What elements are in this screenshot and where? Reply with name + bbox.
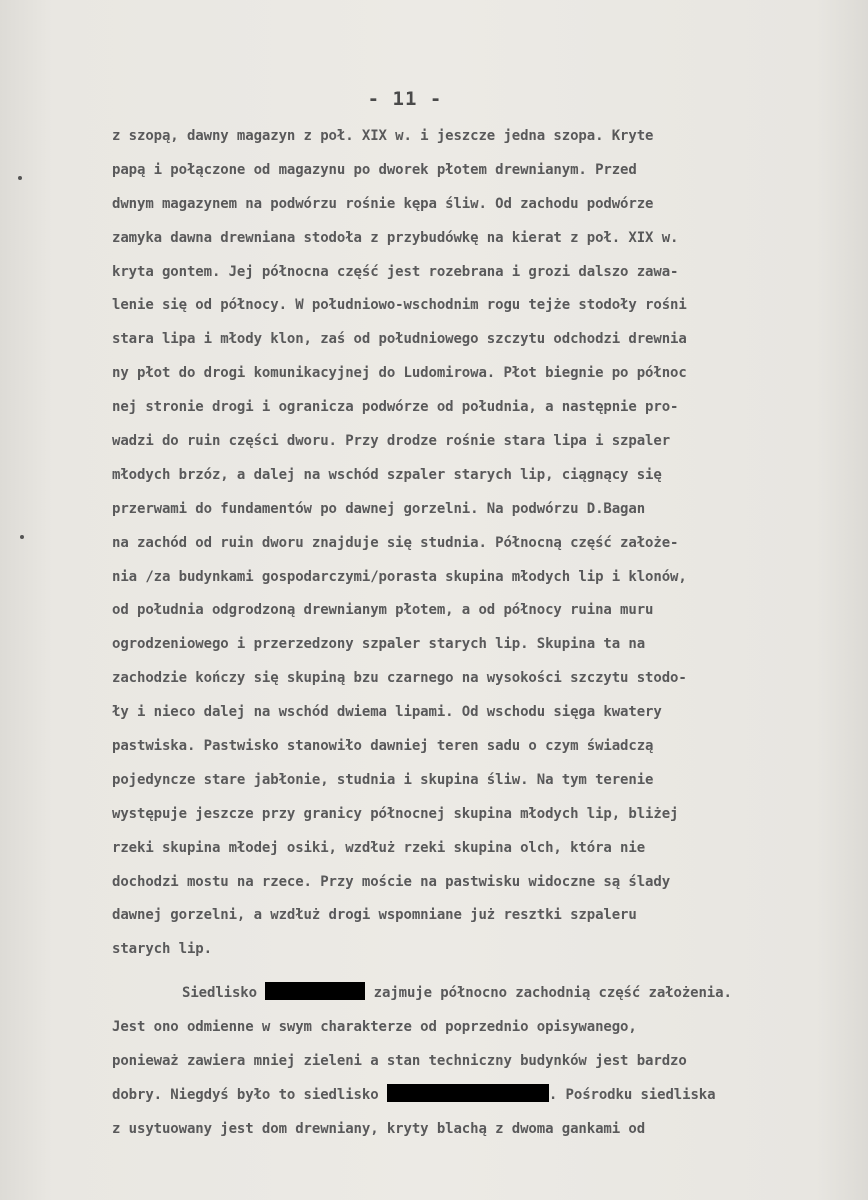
text-line: Jest ono odmienne w swym charakterze od poprzednio opisywanego, — [112, 1019, 637, 1036]
text-line: zachodzie kończy się skupiną bzu czarnego na wysokości szczytu stodo- — [112, 670, 687, 687]
text-line: starych lip. — [112, 941, 212, 958]
text-line: rzeki skupina młodej osiki, wzdłuż rzeki skupina olch, która nie — [112, 839, 646, 856]
text-line: wadzi do ruin części dworu. Przy drodze rośnie stara lipa i szpaler — [112, 433, 671, 450]
text-line — [112, 1079, 857, 1113]
text-line: dochodzi mostu na rzece. Przy moście na pastwisku widoczne są ślady — [112, 873, 671, 890]
text-line: występuje jeszcze przy granicy północnej skupina młodych lip, bliżej — [112, 805, 679, 822]
text-line: pojedyncze stare jabłonie, studnia i skupina śliw. Na tym terenie — [112, 771, 654, 788]
text-segment: zajmuje północno zachodnią część założenia. — [373, 985, 732, 1002]
text-line: ogrodzeniowego i przerzedzony szpaler starych lip. Skupina ta na — [112, 636, 646, 653]
text-segment: Siedlisko — [182, 985, 257, 1002]
punch-hole-mark — [20, 535, 24, 539]
text-line: kryta gontem. Jej północna część jest rozebrana i grozi dalszo zawa- — [112, 263, 679, 280]
page-number: - 11 - — [367, 88, 443, 110]
text-line: od południa odgrodzoną drewnianym płotem, a od północy ruina muru — [112, 602, 654, 619]
text-line: papą i połączone od magazynu po dworek płotem drewnianym. Przed — [112, 161, 637, 178]
text-segment: dobry. Niegdyś było to siedlisko — [112, 1086, 379, 1103]
punch-hole-mark — [18, 176, 22, 180]
text-line: ponieważ zawiera mniej zieleni a stan techniczny budynków jest bardzo — [112, 1053, 687, 1070]
text-line: nia /za budynkami gospodarczymi/porasta skupina młodych lip i klonów, — [112, 568, 687, 585]
text-line: stara lipa i młody klon, zaś od południowego szczytu odchodzi drewnia — [112, 331, 687, 348]
body-text — [112, 120, 857, 1147]
text-line: pastwiska. Pastwisko stanowiło dawniej teren sadu o czym świadczą — [112, 738, 654, 755]
text-line: przerwami do fundamentów po dawnej gorzelni. Na podwórzu D.Bagan — [112, 500, 646, 517]
text-line: nej stronie drogi i ogranicza podwórze od południa, a następnie pro- — [112, 399, 679, 416]
redaction-block — [265, 982, 365, 1000]
text-line: lenie się od północy. W południowo-wschodnim rogu tejże stodoły rośni — [112, 297, 687, 314]
text-line: z szopą, dawny magazyn z poł. XIX w. i jeszcze jedna szopa. Kryte — [112, 128, 654, 144]
text-line: dwnym magazynem na podwórzu rośnie kępa śliw. Od zachodu podwórze — [112, 195, 654, 212]
text-line: zamyka dawna drewniana stodoła z przybudówkę na kierat z poł. XIX w. — [112, 229, 679, 246]
text-line: na zachód od ruin dworu znajduje się studnia. Północną część założe- — [112, 534, 679, 551]
redaction-block — [387, 1084, 549, 1102]
text-line: ny płot do drogi komunikacyjnej do Ludomirowa. Płot biegnie po północ — [112, 365, 687, 382]
text-line: młodych brzóz, a dalej na wschód szpaler starych lip, ciągnący się — [112, 466, 662, 483]
text-line: ły i nieco dalej na wschód dwiema lipami. Od wschodu sięga kwatery — [112, 704, 662, 721]
text-line: dawnej gorzelni, a wzdłuż drogi wspomniane już resztki szpaleru — [112, 907, 637, 924]
text-line: z usytuowany jest dom drewniany, kryty blachą z dwoma gankami od — [112, 1120, 646, 1137]
text-line — [112, 977, 857, 1011]
text-segment: . Pośrodku siedliska — [548, 1086, 716, 1103]
